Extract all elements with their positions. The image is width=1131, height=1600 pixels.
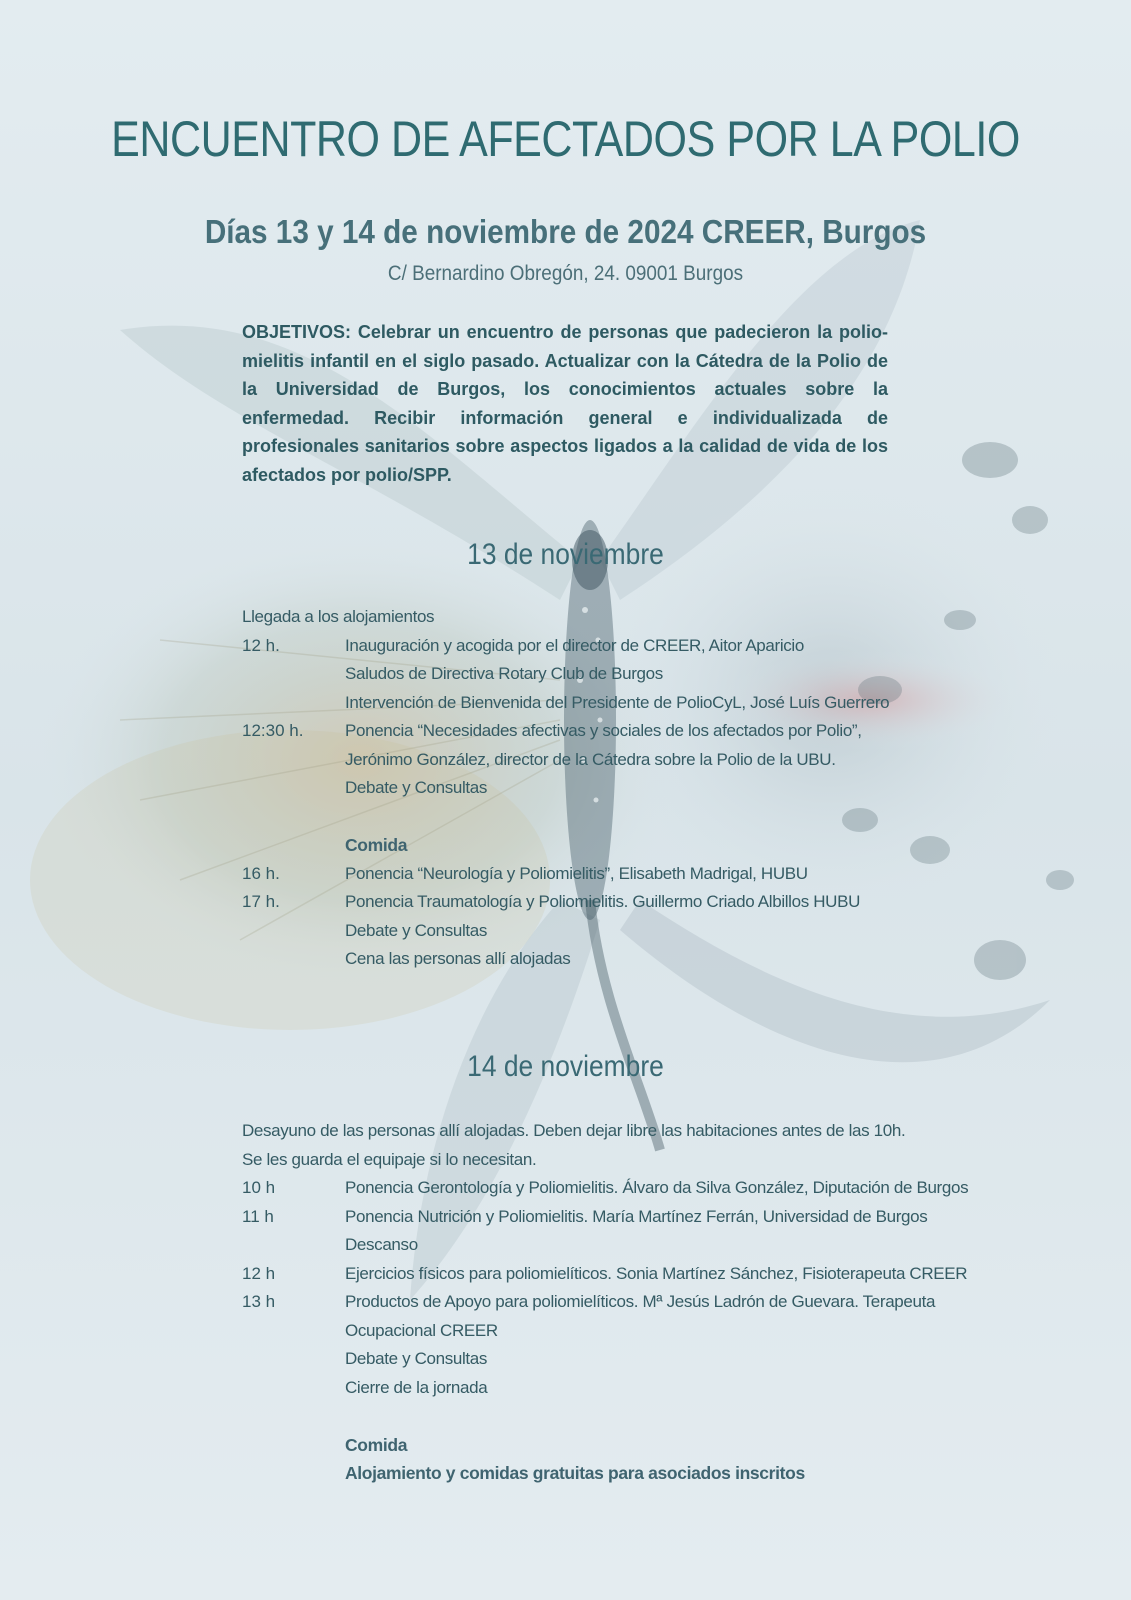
schedule-row [242,603,902,632]
schedule-description: Ponencia Nutrición y Poliomielitis. María Martínez Ferrán, Universidad de Burgos [345,1206,928,1226]
schedule-time: 10 h [242,1178,276,1197]
schedule-description: Ocupacional CREER [345,1320,498,1340]
schedule-time: 12 h. [242,635,280,655]
objectives-paragraph: OBJETIVOS: Celebrar un encuentro de personas que padecieron la polio-mielitis infantil en el siglo pasado. Actualizar con la Cátedra de la Polio de la Universidad de Burgos, los conocimientos actuales sobre la enfermedad. Recibir información general e individualizada de profesionales sanitarios sobre aspectos ligados a la calidad de vida de los afectados por polio/SPP. [242,322,888,485]
schedule-row [242,1459,902,1488]
schedule-row [242,1374,902,1403]
schedule-row [242,717,902,746]
schedule-description: Desayuno de las personas allí alojadas. Deben dejar libre las habitaciones antes de las 10h. [242,1121,906,1140]
schedule-row [242,1402,902,1431]
schedule-description: Se les guarda el equipaje si lo necesitan. [242,1149,537,1169]
schedule-row [242,1345,902,1374]
schedule-description: Comida [345,835,408,855]
schedule-description: Productos de Apoyo para poliomielíticos. Mª Jesús Ladrón de Guevara. Terapeuta [345,1292,936,1311]
schedule-row [242,1203,928,1232]
schedule-description: Comida [345,1434,408,1455]
page-title: ENCUENTRO DE AFECTADOS POR LA POLIO [111,111,1020,167]
schedule-description: Inauguración y acogida por el director de CREER, Aitor Aparicio [345,635,804,655]
schedule-row [242,1174,969,1203]
schedule-description: Ponencia “Neurología y Poliomielitis”, Elisabeth Madrigal, HUBU [345,863,808,883]
schedule-time: 13 h [242,1292,276,1311]
schedule-time: 12 h [242,1263,276,1283]
schedule-row [242,888,902,917]
schedule-description: Ponencia Gerontología y Poliomielitis. Álvaro da Silva González, Diputación de Burgos [345,1178,969,1197]
schedule-time: 12:30 h. [242,721,304,740]
schedule-row [242,1288,936,1317]
schedule-description: Saludos de Directiva Rotary Club de Burgos [345,664,663,683]
schedule-row [242,803,902,832]
schedule-description: Debate y Consultas [345,920,488,940]
day1-schedule [242,603,902,974]
schedule-row [242,1146,902,1175]
schedule-row [242,1431,902,1460]
schedule-row [242,1117,906,1146]
schedule-description: Ponencia “Necesidades afectivas y sociales de los afectados por Polio”, [345,721,862,740]
schedule-row [242,917,902,946]
schedule-time: 16 h. [242,863,280,883]
schedule-row [242,831,902,860]
schedule-time: 17 h. [242,892,280,911]
schedule-description: Debate y Consultas [345,1349,488,1368]
event-dates-venue: Días 13 y 14 de noviembre de 2024 CREER, Burgos [204,213,927,250]
schedule-description: Intervención de Bienvenida del Presidente de PolioCyL, José Luís Guerrero [345,692,890,712]
day1-heading: 13 de noviembre [467,538,664,571]
schedule-description: Ejercicios físicos para poliomielíticos. Sonia Martínez Sánchez, Fisioterapeuta CREER [345,1263,968,1283]
venue-address: C/ Bernardino Obregón, 24. 09001 Burgos [387,262,744,285]
schedule-row [242,660,902,689]
schedule-description: Descanso [345,1235,418,1254]
schedule-description: Jerónimo González, director de la Cátedra sobre la Polio de la UBU. [345,749,836,769]
schedule-description: Cena las personas allí alojadas [345,949,571,968]
schedule-row [242,746,902,775]
day2-schedule [242,1117,969,1488]
schedule-description: Ponencia Traumatología y Poliomielitis. Guillermo Criado Albillos HUBU [345,892,861,911]
schedule-row [242,1260,968,1289]
schedule-row [242,1231,902,1260]
schedule-row [242,945,902,974]
schedule-description: Debate y Consultas [345,778,488,797]
schedule-row [242,860,902,889]
schedule-description: Alojamiento y comidas gratuitas para asociados inscritos [345,1463,805,1483]
schedule-row [242,689,902,718]
schedule-time: 11 h [242,1206,274,1226]
schedule-row [242,632,902,661]
schedule-description: Cierre de la jornada [345,1377,488,1397]
day2-heading: 14 de noviembre [467,1050,664,1083]
schedule-description: Llegada a los alojamientos [242,607,435,626]
schedule-row [242,774,902,803]
schedule-row [242,1317,902,1346]
